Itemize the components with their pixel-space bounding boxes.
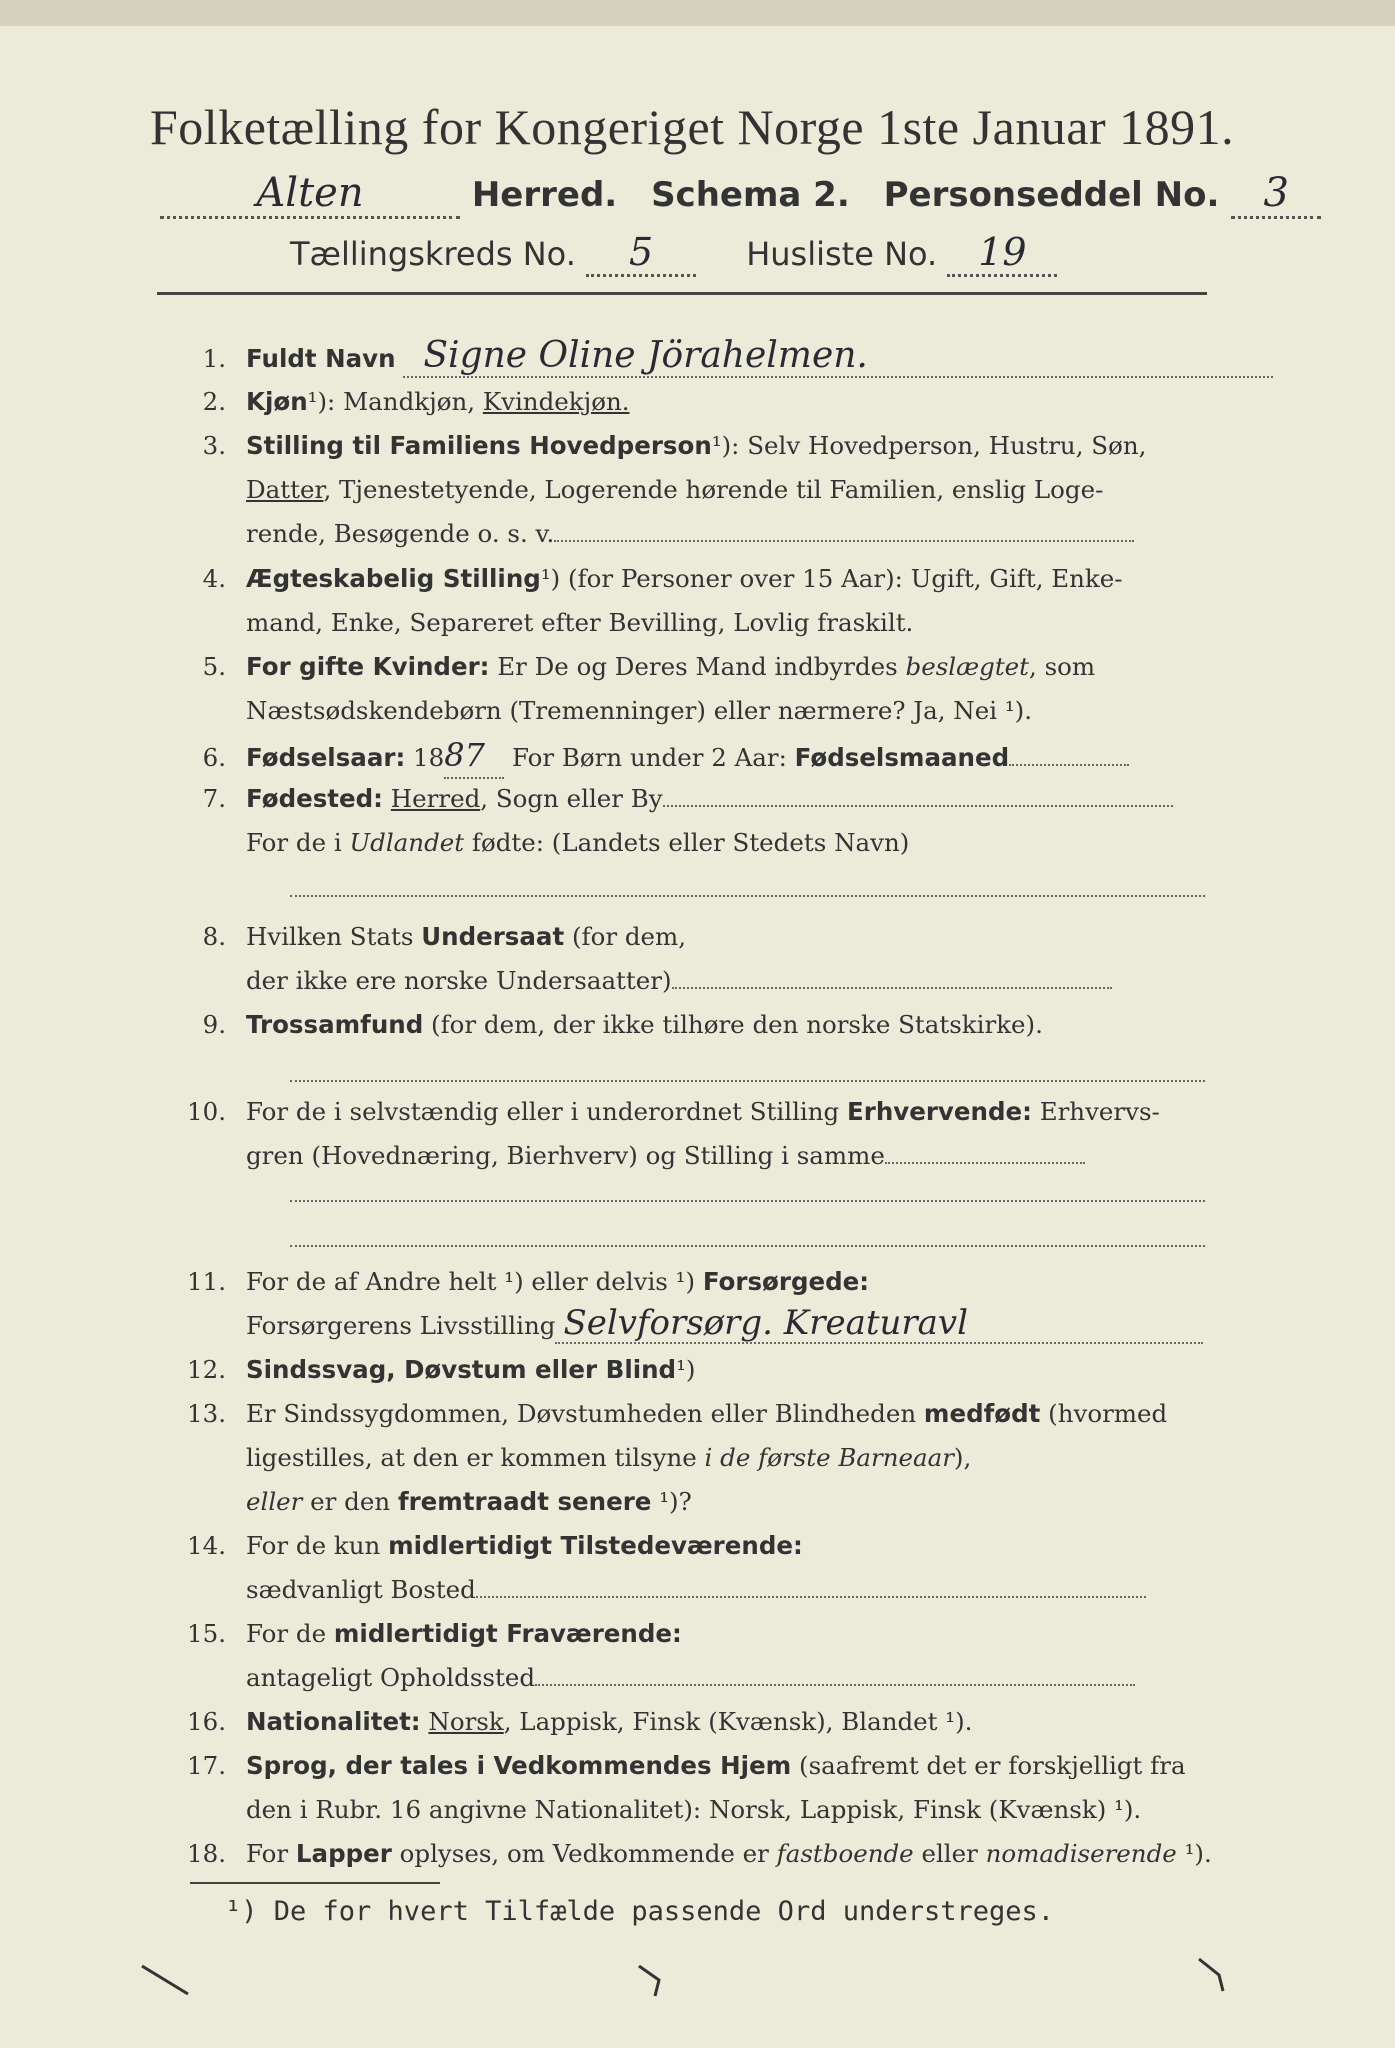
item-label: Nationalitet:	[246, 1707, 421, 1736]
item-text: den i Rubr. 16 angivne Nationalitet): Norsk, Lappisk, Finsk (Kvænsk) ¹).	[246, 1795, 1142, 1824]
item-text-italic: Udlandet	[349, 828, 465, 857]
item-number: 6.	[202, 743, 226, 772]
item-number: 9.	[202, 1010, 226, 1039]
item-13-line-3	[160, 1480, 692, 1524]
birth-year-answer: 87	[444, 733, 504, 779]
item-text: ¹)?	[651, 1487, 692, 1516]
footnote: ¹) De for hvert Tilfælde passende Ord understreges.	[225, 1896, 1055, 1927]
selected-option: Datter	[246, 475, 324, 504]
husliste-label: Husliste No.	[746, 235, 938, 273]
item-number: 5.	[202, 652, 226, 681]
item-text: For de i	[246, 828, 350, 857]
item-text-italic: beslægtet	[905, 652, 1030, 681]
item-text: For de	[246, 1619, 334, 1648]
answer-dotted-line	[290, 1245, 1205, 1247]
item-text: (saafremt det er forskjelligt fra	[791, 1751, 1186, 1780]
item-label: midlertidigt Fraværende:	[333, 1619, 682, 1648]
item-3-line-2	[160, 468, 1103, 512]
provider-occupation-answer: Selvforsørg. Kreaturavl	[555, 1304, 1203, 1344]
item-text: gren (Hovednæring, Bierhverv) og Stilling i samme	[246, 1141, 885, 1170]
herred-handwritten: Alten	[160, 170, 460, 219]
item-text-italic: i de første Barneaar	[704, 1443, 954, 1472]
item-number: 11.	[187, 1267, 226, 1296]
selected-option: Kvindekjøn.	[482, 387, 630, 416]
item-label: Trossamfund	[246, 1010, 424, 1039]
trim-mark-icon	[1195, 1955, 1235, 1995]
item-15-line-2	[160, 1656, 1135, 1700]
item-label: Sindssvag, Døvstum eller Blind	[246, 1355, 677, 1384]
item-text: For de af Andre helt ¹) eller delvis ¹)	[246, 1267, 703, 1296]
personseddel-label: Personseddel No.	[883, 175, 1220, 215]
item-label: Stilling til Familiens Hovedperson	[246, 431, 712, 460]
item-text: For	[246, 1839, 296, 1868]
item-text-italic: fastboende	[776, 1839, 914, 1868]
item-text: fødte: (Landets eller Stedets Navn)	[464, 828, 910, 857]
footnote-ref: ¹)	[676, 1355, 696, 1384]
item-10	[160, 1090, 1160, 1134]
kreds-label: Tællingskreds No.	[290, 235, 576, 273]
item-14-line-2	[160, 1568, 1146, 1612]
item-14	[160, 1524, 803, 1568]
item-text: For de kun	[246, 1531, 389, 1560]
item-number: 15.	[187, 1619, 226, 1648]
item-4-line-2	[160, 601, 913, 645]
item-number: 1.	[202, 344, 226, 373]
item-label: Erhvervende:	[847, 1097, 1032, 1126]
item-2	[160, 380, 630, 424]
item-text: sædvanligt Bosted	[246, 1575, 476, 1604]
item-label: Fuldt Navn	[246, 344, 396, 373]
answer-dotted-line	[290, 895, 1205, 897]
herred-label: Herred.	[471, 175, 618, 215]
item-label: Forsørgede:	[702, 1267, 870, 1296]
item-text: For Børn under 2 Aar:	[504, 743, 795, 772]
item-text: mand, Enke, Separeret efter Bevilling, Lovlig fraskilt.	[246, 608, 914, 637]
answer-dotted-line	[290, 1080, 1205, 1082]
item-text: er den	[302, 1487, 398, 1516]
item-label: Fødselsaar:	[246, 743, 406, 772]
item-text: Hvilken Stats	[246, 922, 422, 951]
page-top-edge	[0, 0, 1395, 26]
item-number: 12.	[187, 1355, 226, 1384]
item-text: oplyses, om Vedkommende er	[391, 1839, 777, 1868]
item-label: medfødt	[923, 1399, 1041, 1428]
item-text: , Lappisk, Finsk (Kvænsk), Blandet ¹).	[503, 1707, 973, 1736]
item-9	[160, 1003, 1043, 1047]
item-5	[160, 645, 1095, 689]
item-label: Undersaat	[421, 922, 565, 951]
item-text: , som	[1029, 652, 1096, 681]
item-text: (for dem, der ikke tilhøre den norske Statskirke).	[423, 1010, 1043, 1039]
item-10-line-2	[160, 1134, 1085, 1178]
header-line-kreds	[290, 230, 1057, 277]
item-8	[160, 915, 686, 959]
item-18	[160, 1832, 1212, 1876]
answer-dotted-line	[290, 1200, 1205, 1202]
item-text: Forsørgerens Livsstilling	[246, 1311, 556, 1340]
item-number: 2.	[202, 387, 226, 416]
item-number: 4.	[202, 564, 226, 593]
form-title: Folketælling for Kongeriget Norge 1ste Januar 1891.	[150, 99, 1235, 155]
item-1	[160, 336, 1273, 381]
item-number: 3.	[202, 431, 226, 460]
item-16	[160, 1700, 972, 1744]
item-number: 13.	[187, 1399, 226, 1428]
item-label: fremtraadt senere	[397, 1487, 652, 1516]
item-7	[160, 777, 1173, 821]
item-11-line-2	[160, 1304, 1203, 1348]
header-rule	[157, 292, 1207, 295]
item-15	[160, 1612, 682, 1656]
kreds-number: 5	[586, 230, 696, 277]
item-label: Kjøn	[246, 387, 308, 416]
item-text: Næstsødskendebørn (Tremenninger) eller nærmere? Ja, Nei ¹).	[246, 696, 1033, 725]
trim-mark-icon	[140, 1960, 200, 2000]
item-number: 18.	[187, 1839, 226, 1868]
item-text: (for dem,	[564, 922, 687, 951]
item-label: For gifte Kvinder:	[246, 652, 490, 681]
item-text: ¹).	[1176, 1839, 1212, 1868]
item-number: 8.	[202, 922, 226, 951]
item-text: Er De og Deres Mand indbyrdes	[489, 652, 906, 681]
item-text: ¹): Selv Hovedperson, Hustru, Søn,	[711, 431, 1147, 460]
item-number: 14.	[187, 1531, 226, 1560]
item-text: Mandkjøn,	[335, 387, 483, 416]
item-text: Er Sindssygdommen, Døvstumheden eller Blindheden	[246, 1399, 924, 1428]
item-17-line-2	[160, 1788, 1141, 1832]
item-4	[160, 557, 1123, 601]
item-6	[160, 733, 1129, 780]
item-text: Erhvervs-	[1031, 1097, 1160, 1126]
item-text: For de i selvstændig eller i underordnet Stilling	[246, 1097, 847, 1126]
personseddel-number: 3	[1231, 170, 1321, 219]
header-line-herred	[160, 170, 1321, 219]
item-17	[160, 1744, 1186, 1788]
item-label: Fødselsmaaned	[794, 743, 1010, 772]
item-11	[160, 1260, 869, 1304]
item-number: 16.	[187, 1707, 226, 1736]
item-label: Lapper	[295, 1839, 392, 1868]
item-label: Fødested:	[246, 784, 383, 813]
footnote-rule	[190, 1882, 440, 1884]
item-3	[160, 424, 1146, 468]
full-name-answer: Signe Oline Jörahelmen.	[403, 336, 1273, 378]
item-3-line-3	[160, 512, 1134, 556]
item-number: 7.	[202, 784, 226, 813]
item-label: Ægteskabelig Stilling	[246, 564, 541, 593]
item-text: (hvormed	[1040, 1399, 1168, 1428]
item-text-italic: eller	[246, 1487, 303, 1516]
year-prefix: 18	[405, 743, 445, 772]
item-text: , Sogn eller By	[480, 784, 663, 813]
schema-label: Schema 2.	[651, 175, 850, 215]
item-label: midlertidigt Tilstedeværende:	[388, 1531, 803, 1560]
item-text: ligestilles, at den er kommen tilsyne	[246, 1443, 705, 1472]
item-label: Sprog, der tales i Vedkommendes Hjem	[246, 1751, 792, 1780]
item-number: 17.	[187, 1751, 226, 1780]
selected-option: Herred	[390, 784, 481, 813]
item-number: 10.	[187, 1097, 226, 1126]
item-13	[160, 1392, 1167, 1436]
item-7-line-2	[160, 821, 909, 865]
item-text-italic: nomadiserende	[985, 1839, 1177, 1868]
selected-option: Norsk	[428, 1707, 504, 1736]
item-12	[160, 1348, 695, 1392]
item-text: , Tjenestetyende, Logerende hørende til Familien, enslig Loge-	[323, 475, 1104, 504]
footnote-ref: ¹):	[307, 387, 336, 416]
item-text: der ikke ere norske Undersaatter)	[246, 966, 672, 995]
husliste-number: 19	[947, 230, 1057, 277]
item-5-line-2	[160, 689, 1032, 733]
item-text: rende, Besøgende o. s. v.	[246, 519, 555, 548]
trim-mark-icon	[635, 1960, 675, 2000]
item-text: antageligt Opholdssted	[246, 1663, 535, 1692]
item-text: ),	[953, 1443, 972, 1472]
item-13-line-2	[160, 1436, 971, 1480]
item-8-line-2	[160, 959, 1112, 1003]
item-text: eller	[913, 1839, 986, 1868]
item-text: ¹) (for Personer over 15 Aar): Ugift, Gift, Enke-	[540, 564, 1123, 593]
